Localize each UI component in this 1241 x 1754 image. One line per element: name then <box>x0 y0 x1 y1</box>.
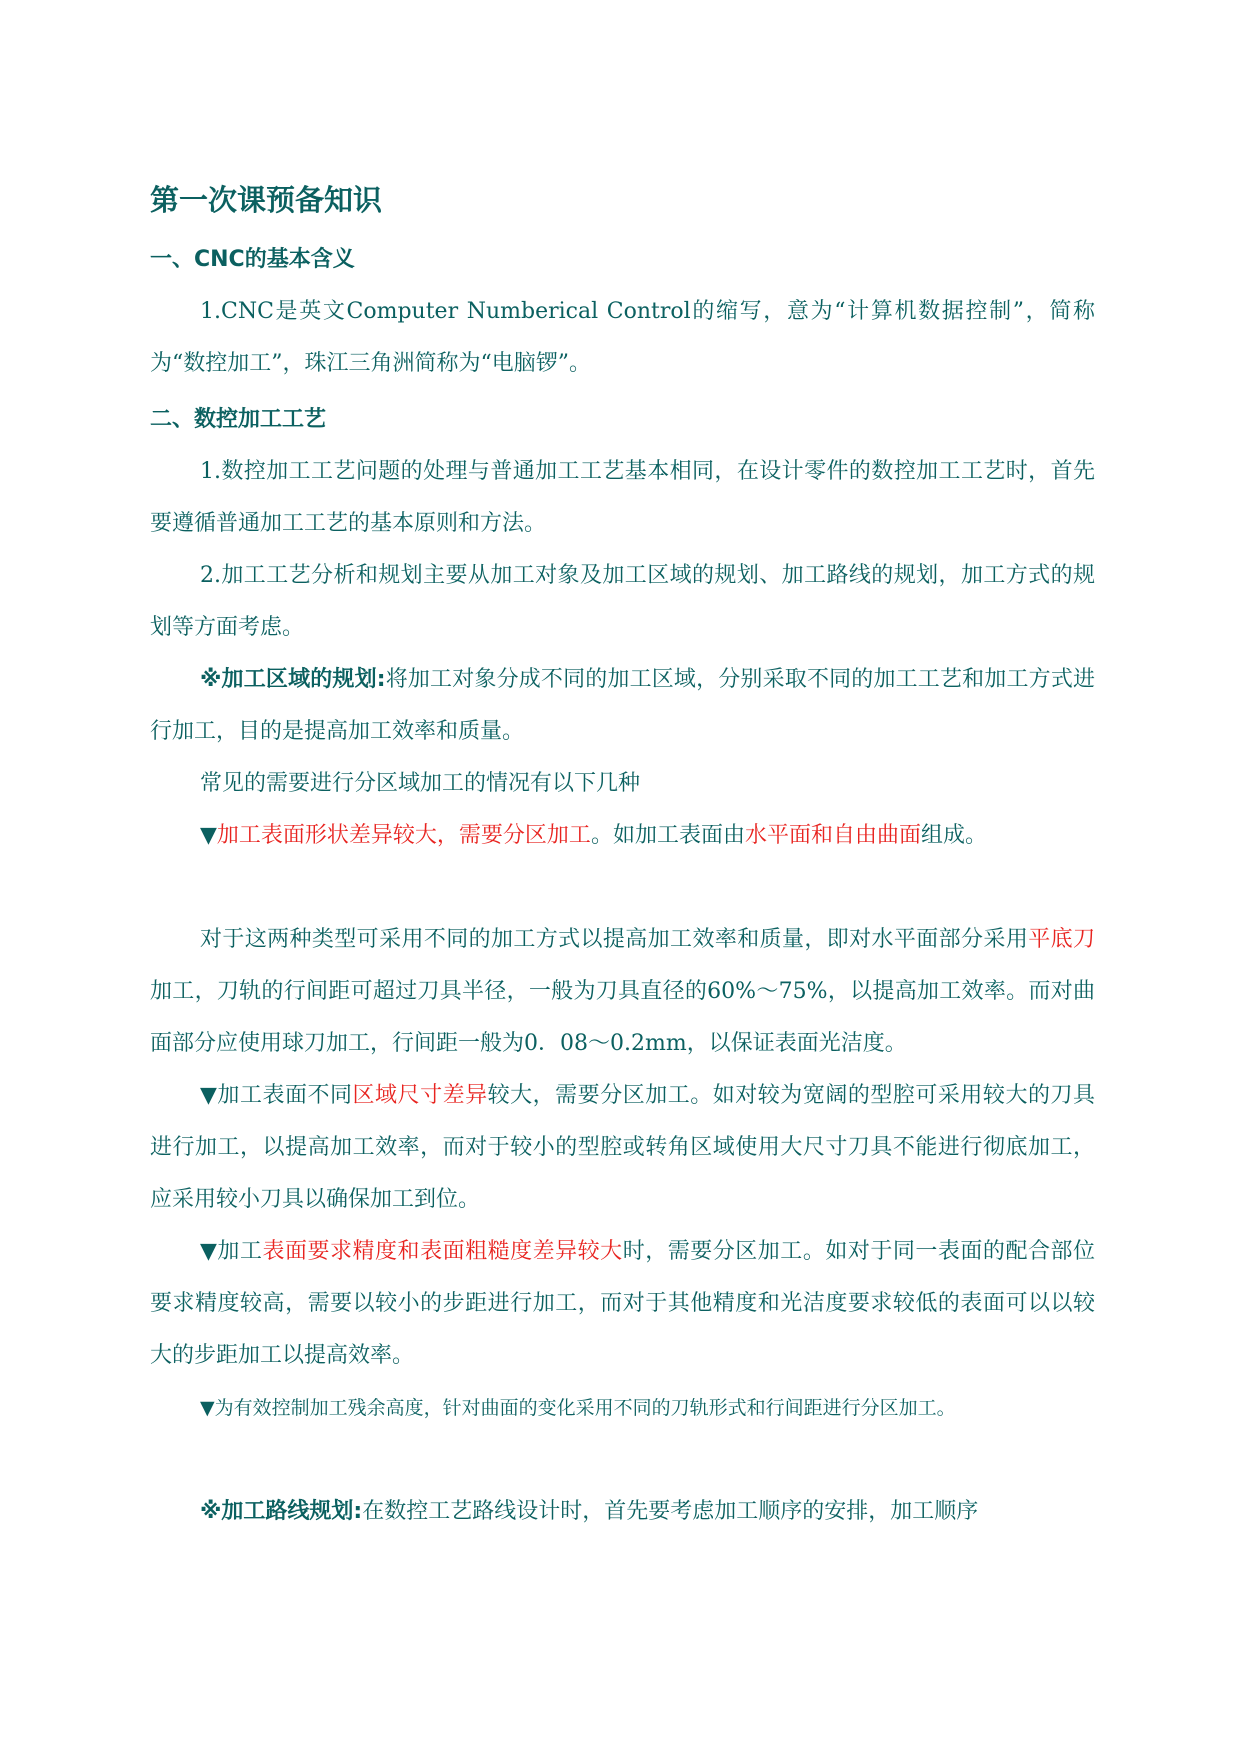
bullet-size-difference <box>150 1070 1095 1226</box>
bullet-shape-difference <box>150 810 1095 862</box>
bullet-text: ▼加工 <box>200 1239 263 1264</box>
bullet-marker: ▼ <box>200 823 217 848</box>
paragraph-text: 加工，刀轨的行间距可超过刀具半径，一般为刀具直径的60%～75%，以提高加工效率。而对曲面部分应使用球刀加工，行间距一般为0．08～0.2mm，以保证表面光洁度。 <box>150 979 1095 1056</box>
route-planning-text: 在数控工艺路线设计时，首先要考虑加工顺序的安排，加工顺序 <box>362 1499 979 1524</box>
page-title: 第一次课预备知识 <box>150 183 383 217</box>
highlight-text: 表面要求精度和表面粗糙度差异较大 <box>262 1239 623 1264</box>
document-body <box>150 170 1095 1538</box>
bullet-text: ▼加工表面不同 <box>200 1083 353 1108</box>
region-planning-text: 将加工对象分成不同的加工区域，分别采取不同的加工工艺和加工方式进行加工，目的是提高加工效率和质量。 <box>150 667 1095 744</box>
bullet-precision-difference <box>150 1226 1095 1382</box>
paragraph-process-1: 1.数控加工工艺问题的处理与普通加工工艺基本相同，在设计零件的数控加工工艺时，首先要遵循普通加工工艺的基本原则和方法。 <box>150 459 1095 536</box>
bullet-text: 组成。 <box>920 823 987 848</box>
paragraph-region-planning <box>150 654 1095 758</box>
paragraph-text: 对于这两种类型可采用不同的加工方式以提高加工效率和质量，即对水平面部分采用 <box>200 927 1029 952</box>
highlight-text: 平底刀 <box>1028 927 1095 952</box>
highlight-text: 区域尺寸差异 <box>352 1083 488 1108</box>
bullet-residual-height: ▼为有效控制加工残余高度，针对曲面的变化采用不同的刀轨形式和行间距进行分区加工。 <box>200 1397 956 1419</box>
paragraph-process-2: 2.加工工艺分析和规划主要从加工对象及加工区域的规划、加工路线的规划，加工方式的规划等方面考虑。 <box>150 563 1095 640</box>
route-planning-label: ※加工路线规划: <box>200 1499 363 1524</box>
region-planning-label: ※加工区域的规划: <box>200 667 386 692</box>
paragraph-cnc-definition: 1.CNC是英文Computer Numberical Control的缩写，意为“计算机数据控制”，简称为“数控加工”，珠江三角洲简称为“电脑锣”。 <box>150 299 1095 376</box>
bullet-text: 。如加工表面由 <box>590 823 745 848</box>
bullet-text: 时，需要分区加工。如对于同一表面的配合部位要求精度较高，需要以较小的步距进行加工，而对于其他精度和光洁度要求较低的表面可以以较大的步距加工以提高效率。 <box>150 1239 1095 1368</box>
section-heading-cnc: 一、CNC的基本含义 <box>150 247 355 272</box>
paragraph-common-cases: 常见的需要进行分区域加工的情况有以下几种 <box>200 771 641 796</box>
blank-line <box>150 862 1095 914</box>
paragraph-tool-choice <box>150 914 1095 1070</box>
highlight-text: 水平面和自由曲面 <box>744 823 921 848</box>
section-heading-process: 二、数控加工工艺 <box>150 407 327 432</box>
bullet-text: 较大，需要分区加工。如对较为宽阔的型腔可采用较大的刀具进行加工，以提高加工效率，而对于较小的型腔或转角区域使用大尺寸刀具不能进行彻底加工，应采用较小刀具以确保加工到位。 <box>150 1083 1095 1212</box>
highlight-text: 加工表面形状差异较大，需要分区加工 <box>216 823 591 848</box>
blank-line <box>150 1434 1095 1486</box>
paragraph-route-planning <box>150 1486 1095 1538</box>
